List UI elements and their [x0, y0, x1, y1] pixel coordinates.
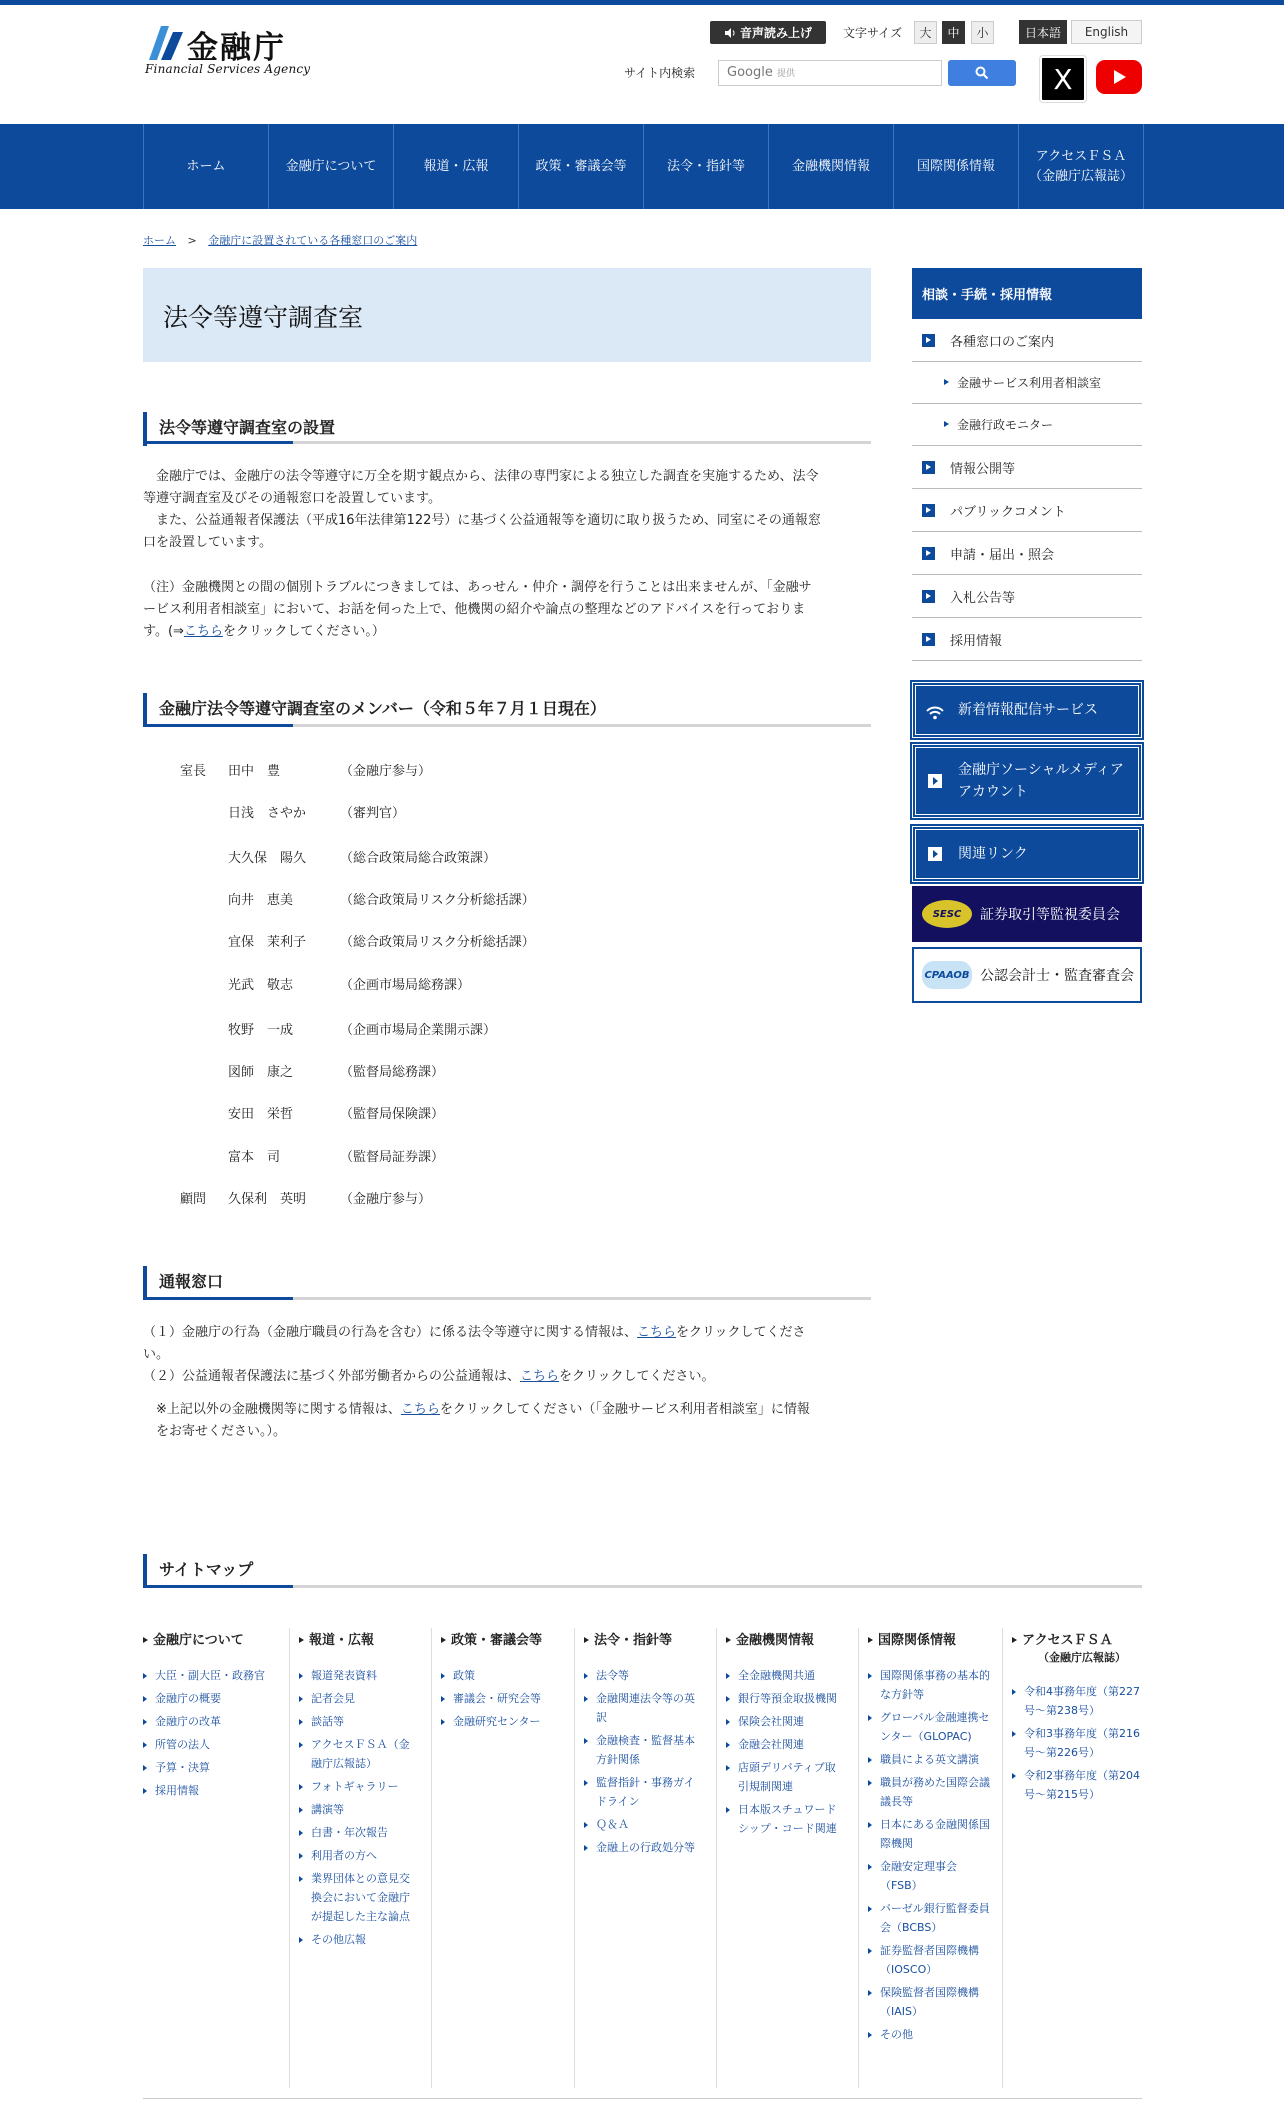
sitemap-link[interactable]: 全金融機関共通 — [726, 1666, 846, 1685]
social-media-label-2: アカウント — [958, 784, 1028, 800]
sitemap-link[interactable]: 保険会社関連 — [726, 1712, 846, 1731]
sitemap-link[interactable]: 報道発表資料 — [299, 1666, 417, 1685]
sitemap-link[interactable]: 金融研究センター — [441, 1712, 561, 1731]
sidebar-item-label: 情報公開等 — [950, 461, 1016, 477]
sesc-label: 証券取引等監視委員会 — [980, 907, 1120, 923]
sitemap-link[interactable]: アクセスＦＳＡ（金融庁広報誌） — [299, 1735, 417, 1773]
triangle-icon — [944, 379, 949, 385]
sitemap-column-divider — [574, 1628, 575, 2088]
sitemap-link-list — [868, 1666, 990, 2044]
member-role: 顧問 — [180, 1192, 207, 1207]
member-name: 光武 敬志 — [228, 978, 294, 993]
fsa-logo[interactable] — [143, 20, 313, 80]
sitemap-link[interactable]: 所管の法人 — [143, 1735, 273, 1754]
sitemap-column — [868, 1632, 990, 2048]
sitemap-column-divider — [289, 1628, 290, 2088]
breadcrumb-separator: > — [187, 234, 197, 247]
member-name: 久保利 英明 — [228, 1192, 307, 1207]
gnav-home[interactable]: ホーム — [144, 124, 269, 209]
sitemap-column-title[interactable] — [1012, 1632, 1142, 1666]
sidebar-item-disclosure[interactable] — [912, 446, 1142, 489]
sitemap-link[interactable]: 金融安定理事会（FSB） — [868, 1857, 990, 1895]
sitemap-link[interactable]: その他 — [868, 2025, 990, 2044]
setup-line-1: 金融庁では、金融庁の法令等遵守に万全を期す観点から、法律の専門家による独立した調査を実施するため、法令 — [143, 469, 819, 484]
sidebar-item-label: 金融行政モニター — [957, 418, 1054, 432]
sidebar-item-public-comment[interactable] — [912, 489, 1142, 532]
sidebar-item-consultation-office[interactable] — [912, 362, 1142, 404]
member-name: 宜保 茉利子 — [228, 935, 307, 950]
sitemap-column-title[interactable] — [726, 1632, 846, 1650]
sitemap-link[interactable]: バーゼル銀行監督委員会（BCBS） — [868, 1899, 990, 1937]
sitemap-column-title-text: 法令・指針等 — [594, 1633, 673, 1648]
sidebar-item-label: 金融サービス利用者相談室 — [957, 376, 1102, 390]
sitemap-column-title[interactable] — [868, 1632, 990, 1650]
sitemap-column-subtitle: （金融庁広報誌） — [1038, 1651, 1126, 1665]
top-accent-bar — [0, 0, 1284, 5]
site-search-input[interactable] — [718, 60, 942, 86]
font-size-label: 文字サイズ — [843, 26, 903, 40]
global-navigation — [0, 124, 1284, 209]
sitemap-link[interactable]: 職員による英文講演 — [868, 1750, 990, 1769]
setup-line-4: 口を設置しています。 — [143, 535, 272, 550]
arrow-icon — [922, 633, 935, 646]
sitemap-link[interactable]: 利用者の方へ — [299, 1846, 417, 1865]
sitemap-link[interactable]: 保険監督者国際機構（IAIS） — [868, 1983, 990, 2021]
sitemap-column-title-text: 政策・審議会等 — [451, 1633, 543, 1648]
note-line-3b: をクリックしてください。） — [222, 624, 385, 639]
sitemap-column — [726, 1632, 846, 1842]
member-department: （金融庁参与） — [340, 764, 432, 779]
news-subscription-button[interactable] — [912, 682, 1142, 738]
sitemap-link[interactable]: Ｑ＆Ａ — [584, 1815, 704, 1834]
sidebar-item-label: 各種窓口のご案内 — [950, 334, 1055, 350]
sitemap-link[interactable]: フォトギャラリー — [299, 1777, 417, 1796]
sitemap-column — [584, 1632, 704, 1861]
reporting-line-3b: をクリックしてください（「金融サービス利用者相談室」に情報 — [439, 1402, 810, 1417]
member-department: （監督局証券課） — [340, 1150, 445, 1165]
sitemap-link[interactable]: 令和2事務年度（第204号～第215号） — [1012, 1766, 1142, 1804]
triangle-icon — [944, 421, 949, 427]
arrow-icon — [928, 847, 942, 861]
cpaaob-label: 公認会計士・監査審査会 — [980, 968, 1134, 984]
heading-underline — [143, 1297, 871, 1300]
section-heading-reporting: 通報窓口 — [143, 1266, 871, 1300]
sitemap-column-title-text: 国際関係情報 — [878, 1633, 957, 1648]
arrow-icon — [922, 547, 935, 560]
heading-underline — [143, 441, 871, 444]
sesc-banner[interactable] — [912, 886, 1142, 942]
search-icon — [975, 66, 989, 80]
sitemap-link[interactable]: 金融関連法令等の英訳 — [584, 1689, 704, 1727]
reporting-line-2a: （２）公益通報者保護法に基づく外部労働者からの公益通報は、 — [143, 1369, 521, 1384]
sidebar-item-recruitment[interactable] — [912, 618, 1142, 661]
gnav-press[interactable]: 報道・広報 — [394, 124, 519, 209]
page-title: 法令等遵守調査室 — [143, 268, 871, 362]
sidebar-item-label: 入札公告等 — [950, 590, 1016, 606]
sitemap-link[interactable]: 業界団体との意見交換会において金融庁が提起した主な論点 — [299, 1869, 417, 1926]
member-role: 室長 — [180, 764, 207, 779]
sidebar-item-label: パブリックコメント — [950, 504, 1066, 520]
sidebar-heading: 相談・手続・採用情報 — [912, 268, 1142, 319]
note-line-2: ービス利用者相談室」において、お話を伺った上で、他機関の紹介や論点の整理などのアドバイスを行っておりま — [143, 602, 806, 617]
sidebar-item-admin-monitor[interactable] — [912, 404, 1142, 446]
report-whistleblower-link[interactable]: こちら — [520, 1369, 560, 1384]
note-line-3 — [143, 621, 871, 643]
site-search-label: サイト内検索 — [624, 66, 696, 80]
sitemap-column-divider — [858, 1628, 859, 2088]
sitemap-link[interactable]: 金融庁の概要 — [143, 1689, 273, 1708]
sitemap-column — [441, 1632, 561, 1735]
lang-english-button[interactable]: English — [1071, 20, 1142, 44]
member-department: （監督局保険課） — [340, 1107, 445, 1122]
font-size-large-button[interactable]: 大 — [914, 21, 937, 44]
gnav-access-fsa-title: アクセスＦＳＡ — [1035, 149, 1127, 164]
report-fsa-conduct-link[interactable]: こちら — [637, 1325, 677, 1340]
note-line-3a: す。(⇒ — [143, 624, 184, 639]
sitemap-column-title[interactable] — [441, 1632, 561, 1650]
sidebar-item-label: 申請・届出・照会 — [950, 547, 1055, 563]
cpaaob-logo: CPAAOB — [922, 961, 972, 989]
heading-underline — [143, 1585, 1142, 1588]
reporting-line-1 — [143, 1322, 871, 1344]
sitemap-column-title-text: 金融機関情報 — [736, 1633, 815, 1648]
logo-jp-text: 金融庁 — [187, 30, 286, 66]
arrow-icon — [922, 590, 935, 603]
sitemap-column-title[interactable] — [299, 1632, 417, 1650]
sitemap-link[interactable]: 金融庁の改革 — [143, 1712, 273, 1731]
sitemap-column-title-text: アクセスＦＳＡ — [1022, 1633, 1113, 1648]
sitemap-link[interactable]: 政策 — [441, 1666, 561, 1685]
arrow-icon — [922, 461, 935, 474]
sitemap-column — [1012, 1632, 1142, 1808]
sitemap-link[interactable]: 国際関係事務の基本的な方針等 — [868, 1666, 990, 1704]
member-name: 牧野 一成 — [228, 1023, 294, 1038]
sitemap-link-list — [726, 1666, 846, 1838]
member-name: 富本 司 — [228, 1150, 281, 1165]
member-name: 田中 豊 — [228, 764, 281, 779]
sitemap-link[interactable]: 記者会見 — [299, 1689, 417, 1708]
search-submit-button[interactable] — [948, 60, 1016, 86]
wifi-icon — [926, 706, 944, 720]
related-links-button[interactable] — [912, 826, 1142, 882]
member-department: （監督局総務課） — [340, 1065, 445, 1080]
section-heading-setup: 法令等遵守調査室の設置 — [143, 412, 871, 446]
reporting-line-3c: をお寄せください。）。 — [143, 1424, 287, 1439]
member-department: （企画市場局企業開示課） — [340, 1023, 497, 1038]
arrow-icon — [922, 504, 935, 517]
member-department: （審判官） — [340, 806, 406, 821]
reporting-line-3a: ※上記以外の金融機関等に関する情報は、 — [143, 1402, 401, 1417]
note-paragraph — [143, 577, 871, 643]
footer-divider — [143, 2098, 1142, 2099]
member-name: 大久保 陽久 — [228, 851, 307, 866]
gnav-institutions[interactable]: 金融機関情報 — [769, 124, 894, 209]
sitemap-column-title[interactable] — [143, 1632, 273, 1650]
arrow-icon — [928, 774, 942, 788]
sitemap-link[interactable]: 金融検査・監督基本方針関係 — [584, 1731, 704, 1769]
sitemap-link-list — [299, 1666, 417, 1949]
note-line-1: （注）金融機関との間の個別トラブルにつきましては、あっせん・仲介・調停を行うことは出来ませんが、「金融サ — [143, 580, 812, 595]
sitemap-column-title[interactable] — [584, 1632, 704, 1650]
sitemap-link-list — [143, 1666, 273, 1800]
sitemap-link[interactable]: 金融上の行政処分等 — [584, 1838, 704, 1857]
breadcrumb-home-link[interactable]: ホーム — [143, 234, 176, 247]
fsa-logo-mark — [143, 24, 187, 64]
play-icon — [1111, 69, 1127, 85]
sitemap-column — [143, 1632, 273, 1804]
sitemap-link-list — [441, 1666, 561, 1731]
social-media-button[interactable] — [912, 744, 1142, 818]
sesc-logo: SESC — [922, 900, 972, 928]
reporting-line-1c: い。 — [143, 1347, 170, 1362]
text-to-speech-button[interactable] — [710, 21, 826, 44]
lang-japanese-button[interactable]: 日本語 — [1019, 20, 1067, 44]
setup-line-3: また、公益通報者保護法（平成16年法律第122号）に基づく公益通報等を適切に取り扱うため、同室にその通報窓 — [143, 513, 821, 528]
sitemap-link[interactable]: 白書・年次報告 — [299, 1823, 417, 1842]
sidebar-item-bidding[interactable] — [912, 575, 1142, 618]
sitemap-link[interactable]: 法令等 — [584, 1666, 704, 1685]
section-heading-members: 金融庁法令等遵守調査室のメンバー（令和５年７月１日現在） — [143, 693, 871, 727]
member-department: （総合政策局リスク分析総括課） — [340, 935, 535, 950]
gnav-access-fsa[interactable] — [1019, 124, 1144, 209]
member-department: （金融庁参与） — [340, 1192, 432, 1207]
member-department: （総合政策局リスク分析総括課） — [340, 893, 535, 908]
gnav-about[interactable]: 金融庁について — [269, 124, 394, 209]
sitemap-link[interactable]: 大臣・副大臣・政務官 — [143, 1666, 273, 1685]
sitemap-column-title-text: 金融庁について — [153, 1633, 244, 1648]
font-size-small-button[interactable]: 小 — [971, 21, 994, 44]
sitemap-link[interactable]: グローバル金融連携センター（GLOPAC) — [868, 1708, 990, 1746]
member-name: 安田 栄哲 — [228, 1107, 294, 1122]
reporting-line-1a: （１）金融庁の行為（金融庁職員の行為を含む）に係る法令等遵守に関する情報は、 — [143, 1325, 638, 1340]
sitemap-link[interactable]: 証券監督者国際機構（IOSCO） — [868, 1941, 990, 1979]
speaker-icon — [724, 27, 736, 39]
breadcrumb — [143, 232, 417, 248]
arrow-icon — [922, 334, 935, 347]
x-twitter-icon[interactable]: X — [1040, 56, 1086, 102]
sitemap-link[interactable]: 談話等 — [299, 1712, 417, 1731]
logo-en-text: Financial Services Agency — [145, 62, 311, 76]
sitemap-link[interactable]: 講演等 — [299, 1800, 417, 1819]
setup-paragraph — [143, 466, 871, 554]
reporting-line-3 — [143, 1399, 871, 1421]
consultation-link[interactable]: こちら — [183, 624, 223, 639]
cpaaob-banner[interactable] — [912, 947, 1142, 1003]
text-to-speech-label: 音声読み上げ — [739, 26, 812, 40]
reporting-line-1b: をクリックしてくださ — [676, 1325, 806, 1340]
sitemap-column-divider — [1002, 1628, 1003, 2088]
sitemap-link[interactable]: 予算・決算 — [143, 1758, 273, 1777]
sitemap-link[interactable]: 令和4事務年度（第227号～第238号） — [1012, 1682, 1142, 1720]
gnav-access-fsa-sub: （金融庁広報誌） — [1028, 168, 1133, 184]
member-name: 向井 恵美 — [228, 893, 294, 908]
sitemap-link[interactable]: その他広報 — [299, 1930, 417, 1949]
breadcrumb-current-link[interactable]: 金融庁に設置されている各種窓口のご案内 — [208, 234, 418, 247]
sitemap-link[interactable]: 日本にある金融関係国際機関 — [868, 1815, 990, 1853]
font-size-medium-button[interactable]: 中 — [942, 21, 965, 44]
sitemap-link[interactable]: 監督指針・事務ガイドライン — [584, 1773, 704, 1811]
sitemap-column — [299, 1632, 417, 1953]
sidebar-item-applications[interactable] — [912, 532, 1142, 575]
member-department: （企画市場局総務課） — [340, 978, 471, 993]
gnav-international[interactable]: 国際関係情報 — [894, 124, 1019, 209]
related-links-label: 関連リンク — [958, 845, 1028, 862]
heading-underline — [143, 724, 871, 727]
sitemap-link[interactable]: 採用情報 — [143, 1781, 273, 1800]
sitemap-column-divider — [431, 1628, 432, 2088]
search-placeholder: Google — [727, 65, 773, 80]
sitemap-link-list — [584, 1666, 704, 1857]
setup-line-2: 等遵守調査室及びその通報窓口を設置しています。 — [143, 491, 441, 506]
sitemap-link[interactable]: 令和3事務年度（第216号～第226号） — [1012, 1724, 1142, 1762]
reporting-line-2b: をクリックしてください。 — [559, 1369, 715, 1384]
sitemap-link[interactable]: 職員が務めた国際会議議長等 — [868, 1773, 990, 1811]
reporting-line-2 — [143, 1366, 871, 1388]
youtube-icon[interactable] — [1096, 60, 1142, 94]
gnav-policy[interactable]: 政策・審議会等 — [519, 124, 644, 209]
sitemap-link[interactable]: 店頭デリバティブ取引規制関連 — [726, 1758, 846, 1796]
sitemap-link[interactable]: 金融会社関連 — [726, 1735, 846, 1754]
social-media-label-1: 金融庁ソーシャルメディア — [958, 761, 1124, 778]
member-name: 図師 康之 — [228, 1065, 294, 1080]
member-name: 日浅 さやか — [228, 806, 307, 821]
gnav-laws[interactable]: 法令・指針等 — [644, 124, 769, 209]
report-other-institutions-link[interactable]: こちら — [400, 1402, 440, 1417]
news-subscription-label: 新着情報配信サービス — [958, 701, 1098, 718]
member-department: （総合政策局総合政策課） — [340, 851, 497, 866]
sitemap-heading: サイトマップ — [143, 1554, 1142, 1588]
sidebar-item-label: 採用情報 — [950, 633, 1003, 649]
sitemap-link[interactable]: 銀行等預金取扱機関 — [726, 1689, 846, 1708]
sitemap-column-title-text: 報道・広報 — [309, 1633, 375, 1648]
sitemap-column-divider — [716, 1628, 717, 2088]
reporting-paragraph — [143, 1322, 871, 1443]
sitemap-link-list — [1012, 1682, 1142, 1804]
sidebar-item-contact-windows[interactable] — [912, 319, 1142, 362]
search-provided-label: 提供 — [776, 69, 795, 79]
sitemap-link[interactable]: 審議会・研究会等 — [441, 1689, 561, 1708]
sitemap-link[interactable]: 日本版スチュワードシップ・コード関連 — [726, 1800, 846, 1838]
